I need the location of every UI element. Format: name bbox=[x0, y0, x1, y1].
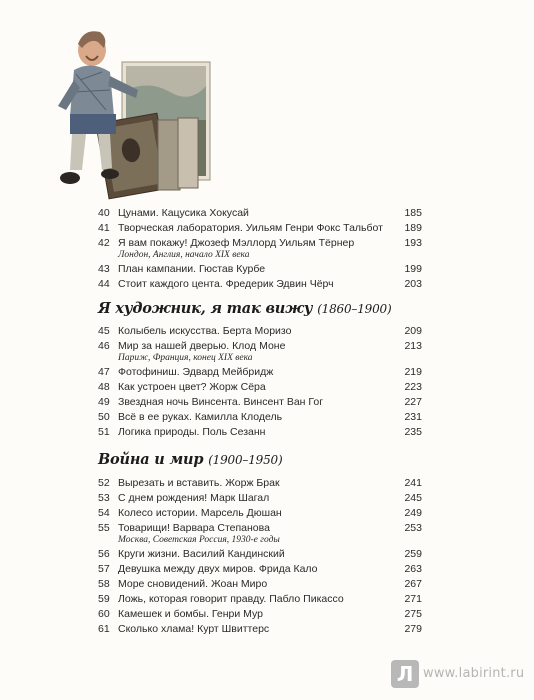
entry-page: 245 bbox=[404, 492, 422, 504]
toc-entry[interactable] bbox=[98, 410, 422, 425]
toc-entry[interactable] bbox=[98, 425, 422, 440]
toc-entry[interactable] bbox=[98, 365, 422, 380]
entry-title: Товарищи! Варвара Степанова bbox=[118, 522, 270, 534]
toc-entry[interactable] bbox=[98, 491, 422, 506]
toc-entry[interactable] bbox=[98, 547, 422, 562]
toc-entry[interactable] bbox=[98, 562, 422, 577]
entry-number: 59 bbox=[98, 593, 110, 605]
entry-number: 46 bbox=[98, 340, 110, 352]
entry-number: 58 bbox=[98, 578, 110, 590]
toc-entry[interactable] bbox=[98, 395, 422, 410]
toc-list-section-0 bbox=[98, 206, 422, 292]
entry-subtitle: Париж, Франция, конец XIX века bbox=[118, 353, 253, 363]
entry-title: Я вам покажу! Джозеф Мэллорд Уильям Тёрнер bbox=[118, 237, 355, 249]
toc-entry[interactable] bbox=[98, 592, 422, 607]
entry-title: Стоит каждого цента. Фредерик Эдвин Чёрч bbox=[118, 278, 334, 290]
entry-number: 40 bbox=[98, 207, 110, 219]
entry-title: Камешек и бомбы. Генри Мур bbox=[118, 608, 264, 620]
entry-title: Всё в ее руках. Камилла Клодель bbox=[118, 411, 283, 423]
entry-page: 279 bbox=[404, 623, 422, 635]
section-years: (1860–1900) bbox=[317, 302, 392, 316]
entry-title: Вырезать и вставить. Жорж Брак bbox=[118, 477, 280, 489]
section-title: Я художник, я так вижу bbox=[98, 300, 313, 317]
entry-page: 275 bbox=[404, 608, 422, 620]
toc-entry[interactable] bbox=[98, 577, 422, 592]
painter-illustration bbox=[40, 20, 230, 200]
entry-page: 227 bbox=[404, 396, 422, 408]
entry-title: Колесо истории. Марсель Дюшан bbox=[118, 507, 282, 519]
entry-title: Цунами. Кацусика Хокусай bbox=[118, 207, 249, 219]
toc-entry[interactable] bbox=[98, 521, 422, 547]
entry-page: 199 bbox=[404, 263, 422, 275]
toc-entry[interactable] bbox=[98, 236, 422, 262]
section-title: Война и мир bbox=[98, 451, 204, 468]
section-heading bbox=[98, 294, 391, 324]
entry-number: 56 bbox=[98, 548, 110, 560]
entry-page: 219 bbox=[404, 366, 422, 378]
entry-title: Творческая лаборатория. Уильям Генри Фокс Тальбот bbox=[118, 222, 383, 234]
entry-page: 223 bbox=[404, 381, 422, 393]
toc-entry[interactable] bbox=[98, 339, 422, 365]
entry-number: 48 bbox=[98, 381, 110, 393]
entry-title: Сколько хлама! Курт Швиттерс bbox=[118, 623, 270, 635]
entry-number: 57 bbox=[98, 563, 110, 575]
entry-title: Колыбель искусства. Берта Моризо bbox=[118, 325, 292, 337]
toc-list-section-2 bbox=[98, 476, 422, 637]
entry-number: 61 bbox=[98, 623, 110, 635]
toc-list-section-1 bbox=[98, 324, 422, 440]
entry-page: 259 bbox=[404, 548, 422, 560]
entry-subtitle: Москва, Советская Россия, 1930-е годы bbox=[118, 535, 280, 545]
entry-title: Звездная ночь Винсента. Винсент Ван Гог bbox=[118, 396, 324, 408]
entry-page: 267 bbox=[404, 578, 422, 590]
entry-title: Фотофиниш. Эдвард Мейбридж bbox=[118, 366, 274, 378]
entry-title: План кампании. Гюстав Курбе bbox=[118, 263, 266, 275]
entry-number: 51 bbox=[98, 426, 110, 438]
entry-page: 253 bbox=[404, 522, 422, 534]
entry-number: 54 bbox=[98, 507, 110, 519]
toc-entry[interactable] bbox=[98, 206, 422, 221]
entry-title: Ложь, которая говорит правду. Пабло Пикассо bbox=[118, 593, 344, 605]
entry-title: Море сновидений. Жоан Миро bbox=[118, 578, 268, 590]
entry-number: 43 bbox=[98, 263, 110, 275]
watermark-text: www.labirint.ru bbox=[423, 666, 525, 681]
toc-entry[interactable] bbox=[98, 622, 422, 637]
entry-title: Девушка между двух миров. Фрида Кало bbox=[118, 563, 318, 575]
section-heading bbox=[98, 445, 282, 475]
entry-subtitle: Лондон, Англия, начало XIX века bbox=[118, 250, 250, 260]
entry-page: 189 bbox=[404, 222, 422, 234]
entry-number: 47 bbox=[98, 366, 110, 378]
entry-page: 203 bbox=[404, 278, 422, 290]
entry-title: Логика природы. Поль Сезанн bbox=[118, 426, 266, 438]
entry-number: 50 bbox=[98, 411, 110, 423]
entry-number: 52 bbox=[98, 477, 110, 489]
entry-page: 249 bbox=[404, 507, 422, 519]
toc-entry[interactable] bbox=[98, 324, 422, 339]
toc-entry[interactable] bbox=[98, 221, 422, 236]
toc-entry[interactable] bbox=[98, 607, 422, 622]
entry-number: 44 bbox=[98, 278, 110, 290]
entry-number: 60 bbox=[98, 608, 110, 620]
entry-title: С днем рождения! Марк Шагал bbox=[118, 492, 270, 504]
entry-number: 53 bbox=[98, 492, 110, 504]
toc-entry[interactable] bbox=[98, 262, 422, 277]
entry-number: 41 bbox=[98, 222, 110, 234]
toc-entry[interactable] bbox=[98, 277, 422, 292]
entry-page: 193 bbox=[404, 237, 422, 249]
entry-page: 235 bbox=[404, 426, 422, 438]
entry-page: 271 bbox=[404, 593, 422, 605]
entry-number: 49 bbox=[98, 396, 110, 408]
toc-entry[interactable] bbox=[98, 380, 422, 395]
labirint-logo-icon: Л bbox=[391, 660, 419, 688]
entry-page: 241 bbox=[404, 477, 422, 489]
entry-page: 263 bbox=[404, 563, 422, 575]
toc-entry[interactable] bbox=[98, 506, 422, 521]
entry-page: 209 bbox=[404, 325, 422, 337]
entry-title: Мир за нашей дверью. Клод Моне bbox=[118, 340, 286, 352]
entry-number: 55 bbox=[98, 522, 110, 534]
entry-page: 213 bbox=[404, 340, 422, 352]
entry-number: 42 bbox=[98, 237, 110, 249]
entry-page: 185 bbox=[404, 207, 422, 219]
entry-title: Как устроен цвет? Жорж Сёра bbox=[118, 381, 266, 393]
entry-number: 45 bbox=[98, 325, 110, 337]
section-years: (1900–1950) bbox=[208, 453, 283, 467]
entry-title: Круги жизни. Василий Кандинский bbox=[118, 548, 285, 560]
toc-entry[interactable] bbox=[98, 476, 422, 491]
entry-page: 231 bbox=[404, 411, 422, 423]
